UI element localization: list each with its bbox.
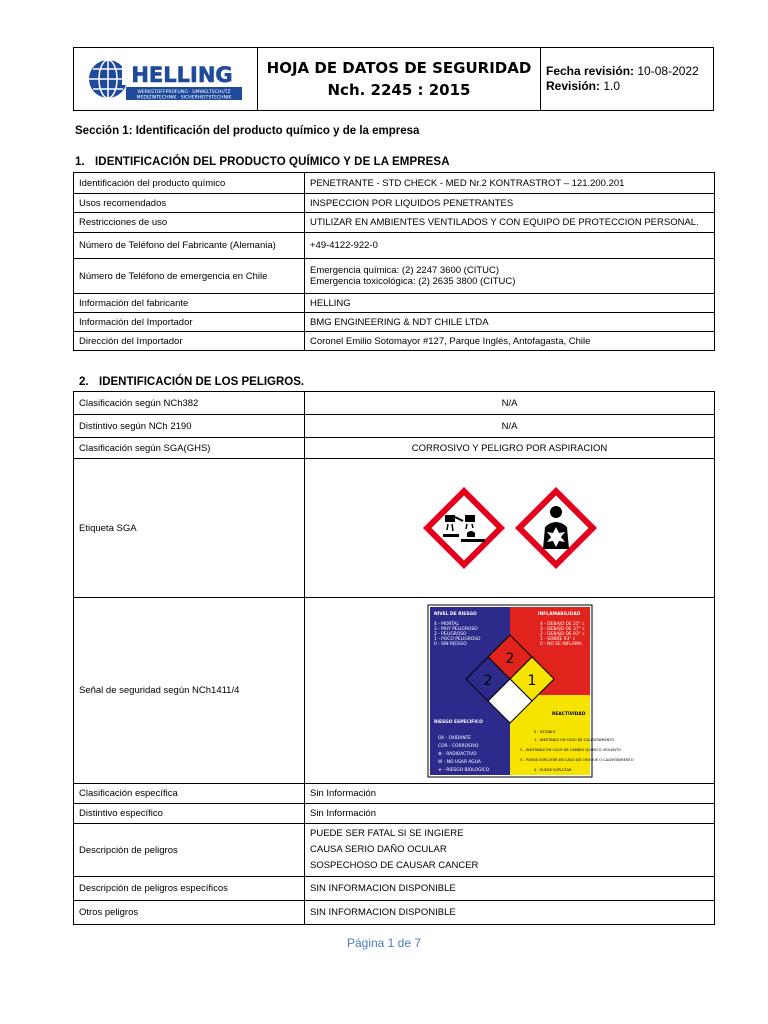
riesgo-item: ☣ - RIESGO BIOLOGICO	[437, 767, 489, 773]
reactivity-rating: 1	[527, 672, 536, 689]
react-item: 0 - ESTABLE	[533, 729, 556, 734]
table-row	[74, 332, 715, 351]
table-row	[74, 901, 715, 925]
inflam-item: 4 - DEBAJO DE 25° c	[539, 621, 585, 627]
row-value: INSPECCION POR LIQUIDOS PENETRANTES	[305, 194, 715, 213]
table-row	[74, 804, 715, 824]
row-value: SIN INFORMACION DISPONIBLE	[305, 877, 715, 901]
nivel-item: 4 - MORTAL	[433, 621, 459, 627]
hazard-description: SOSPECHOSO DE CAUSAR CANCER	[310, 860, 479, 871]
inflam-item: 0 - NO SE INFLAMA	[539, 641, 582, 647]
heading-2-number: 2.	[79, 376, 89, 388]
row-label: Clasificación según NCh382	[74, 392, 305, 415]
row-label: Descripción de peligros específicos	[74, 877, 305, 901]
health-hazard-icon	[515, 487, 597, 569]
heading-2-text: IDENTIFICACIÓN DE LOS PELIGROS.	[99, 376, 305, 388]
revision-value: 1.0	[603, 79, 621, 93]
svg-text:HELLING: HELLING	[130, 63, 233, 87]
hazard-identification-table	[73, 391, 715, 925]
corrosion-icon	[423, 487, 505, 569]
row-label: Señal de seguridad según NCh1411/4	[74, 598, 305, 784]
fecha-label: Fecha revisión:	[546, 64, 635, 78]
table-row	[74, 459, 715, 598]
inflam-item: 2 - DEBAJO DE 93° c	[539, 631, 585, 637]
table-row	[74, 233, 715, 259]
product-identification-table	[73, 172, 715, 351]
row-value: BMG ENGINEERING & NDT CHILE LTDA	[305, 313, 715, 332]
inflam-item: 3 - DEBAJO DE 37° c	[539, 626, 585, 632]
table-row	[74, 194, 715, 213]
helling-logo	[86, 57, 246, 101]
row-value: UTILIZAR EN AMBIENTES VENTILADOS Y CON EQUIPO DE PROTECCION PERSONAL.	[305, 213, 715, 233]
react-item: 1 - INESTABLE EN CASO DE CALENTAMIENTO	[533, 737, 614, 742]
row-label: Información del Importador	[74, 313, 305, 332]
section-1-title: Sección 1: Identificación del producto químico y de la empresa	[75, 125, 420, 137]
revision-info	[541, 48, 713, 110]
row-value: +49-4122-922-0	[305, 233, 715, 259]
table-row	[74, 294, 715, 313]
row-value: N/A	[305, 415, 715, 438]
nivel-title: NIVEL DE RIESGO	[433, 611, 477, 617]
heading-1-number: 1.	[75, 156, 85, 168]
heading-2	[79, 376, 304, 388]
row-label: Dirección del Importador	[74, 332, 305, 351]
react-item: 3 - PUEDE EXPLOTAR EN CASO DE CHOQUE O CALENTAMIENTO	[519, 757, 634, 762]
row-value-2: Emergencia toxicológica: (2) 2635 3800 (CITUC)	[310, 276, 516, 287]
svg-text:WERKSTOFFPRÜFUNG · UMWELTSCHUT: WERKSTOFFPRÜFUNG · UMWELTSCHUTZ	[136, 90, 231, 95]
row-label: Información del fabricante	[74, 294, 305, 313]
table-row	[74, 415, 715, 438]
nivel-item: 3 - MUY PELIGROSO	[433, 626, 478, 632]
row-value: HELLING	[305, 294, 715, 313]
row-value: CORROSIVO Y PELIGRO POR ASPIRACION	[305, 438, 715, 459]
row-label: Descripción de peligros	[74, 824, 305, 877]
ghs-label-cell	[305, 459, 715, 598]
row-label: Clasificación según SGA(GHS)	[74, 438, 305, 459]
riesgo-title: RIESGO ESPECIFICO	[433, 719, 483, 725]
document-title	[258, 48, 541, 110]
row-label: Número de Teléfono de emergencia en Chile	[74, 259, 305, 294]
react-title: REACTIVIDAD	[551, 711, 585, 717]
table-row	[74, 259, 715, 294]
flammability-rating: 2	[505, 650, 514, 667]
table-row	[74, 784, 715, 804]
row-label: Clasificación específica	[74, 784, 305, 804]
nivel-item: 0 - SIN RIESGO	[433, 641, 467, 647]
title-line-1: HOJA DE DATOS DE SEGURIDAD	[266, 59, 532, 77]
row-value: Sin Información	[305, 804, 715, 824]
table-row	[74, 877, 715, 901]
row-label: Etiqueta SGA	[74, 459, 305, 598]
document-header	[73, 47, 714, 111]
heading-1-text: IDENTIFICACIÓN DEL PRODUCTO QUÍMICO Y DE LA EMPRESA	[95, 156, 450, 168]
nivel-item: 2 - PELIGROSO	[433, 631, 466, 637]
nfpa-cell	[305, 598, 715, 784]
react-item: 2 - INESTABLE EN CASO DE CAMBIO QUIMICO VIOLENTO	[519, 747, 621, 752]
nivel-item: 1 - POCO PELIGROSO	[433, 636, 481, 642]
row-label: Número de Teléfono del Fabricante (Alemania)	[74, 233, 305, 259]
row-value: PENETRANTE - STD CHECK - MED Nr.2 KONTRASTROT – 121.200.201	[305, 173, 715, 194]
table-row	[74, 824, 715, 877]
row-value-multi	[305, 259, 715, 294]
row-label: Distintivo específico	[74, 804, 305, 824]
svg-text:MEDIZINTECHNIK · SICHERHEITSTE: MEDIZINTECHNIK · SICHERHEITSTECHNIK	[136, 95, 231, 101]
react-item: 4 - PUEDE EXPLOTAR	[533, 767, 572, 772]
riesgo-item: OX - OXIDANTE	[437, 735, 471, 741]
title-line-2: Nch. 2245 : 2015	[327, 81, 471, 99]
table-row	[74, 392, 715, 415]
riesgo-item: COR - CORROSIVO	[437, 743, 478, 749]
row-value: Emergencia química: (2) 2247 3600 (CITUC)	[310, 265, 500, 276]
table-row	[74, 173, 715, 194]
table-row	[74, 313, 715, 332]
riesgo-item: W - NO USAR AGUA	[437, 759, 481, 765]
fecha-value: 10-08-2022	[637, 64, 699, 78]
row-value: N/A	[305, 392, 715, 415]
heading-1	[75, 156, 450, 168]
row-value: Coronel Emilio Sotomayor #127, Parque Inglés, Antofagasta, Chile	[305, 332, 715, 351]
inflam-title: INFLAMABILIDAD	[537, 611, 580, 617]
hazard-description: PUEDE SER FATAL SI SE INGIERE	[310, 828, 464, 839]
health-rating: 2	[483, 672, 492, 689]
row-value-multi	[305, 824, 715, 877]
row-label: Distintivo según NCh 2190	[74, 415, 305, 438]
table-row	[74, 438, 715, 459]
hazard-description: CAUSA SERIO DAÑO OCULAR	[310, 844, 447, 855]
row-label: Otros peligros	[74, 901, 305, 925]
row-value: Sin Información	[305, 784, 715, 804]
riesgo-item: ☢ - RADIOACTIVO	[437, 751, 477, 757]
revision-label: Revisión:	[546, 79, 601, 93]
nfpa-diamond-sign	[428, 605, 634, 777]
table-row	[74, 598, 715, 784]
row-label: Identificación del producto químico	[74, 173, 305, 194]
row-value: SIN INFORMACION DISPONIBLE	[305, 901, 715, 925]
row-label: Restricciones de uso	[74, 213, 305, 233]
table-row	[74, 213, 715, 233]
company-logo	[74, 48, 258, 110]
inflam-item: 1 - SOBRE 93° c	[539, 636, 575, 642]
row-label: Usos recomendados	[74, 194, 305, 213]
page-number: Página 1 de 7	[346, 936, 422, 950]
